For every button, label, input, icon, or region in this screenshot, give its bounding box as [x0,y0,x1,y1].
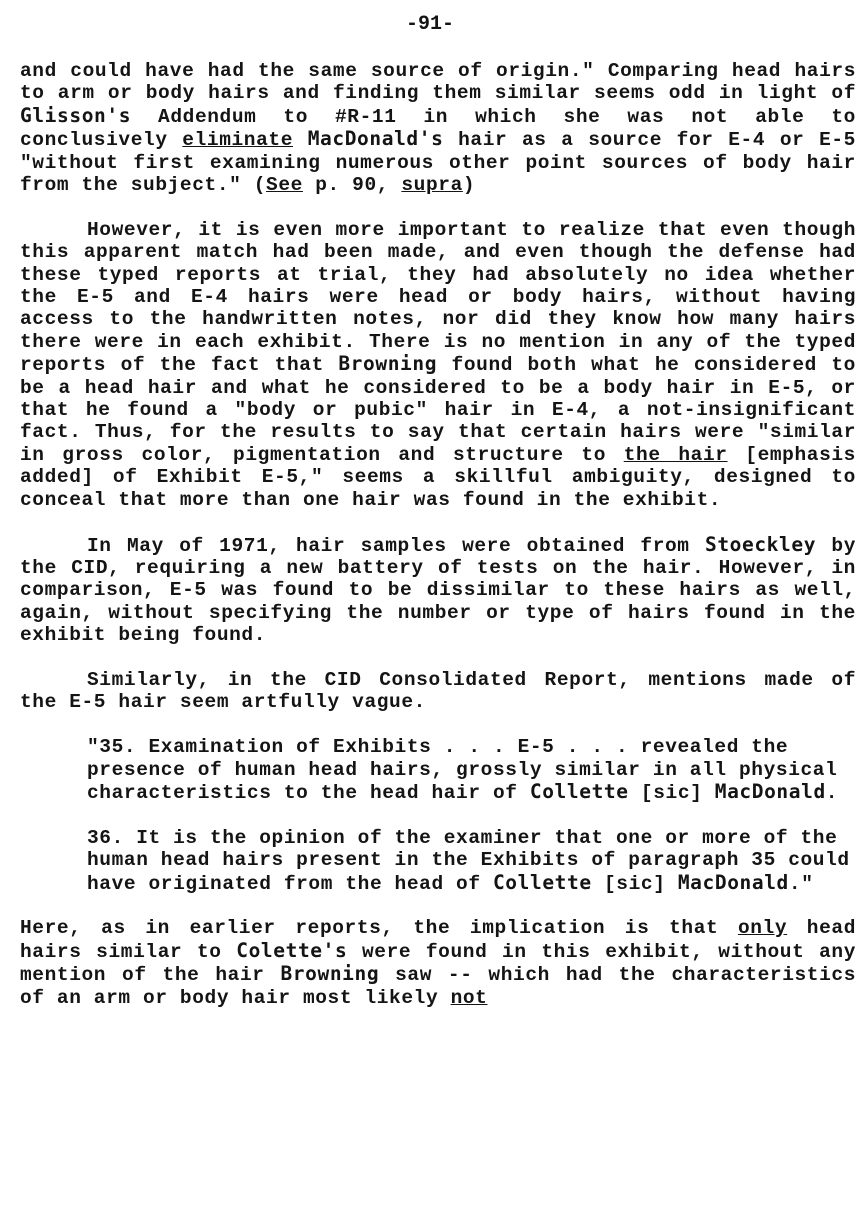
paragraph-cid-report [20,669,856,714]
text-run: Here, as in earlier reports, the implication is that [20,917,738,940]
quote-item-36 [87,827,856,895]
name-collette: Collette [529,779,629,803]
name-stoeckley: Stoeckley [704,532,817,556]
name-macdonald: MacDonald [714,779,826,803]
name-macdonald: MacDonald [677,870,789,894]
text-run: hair as a source for E-4 or E-5 "without first examining numerous other point sources of body hair from the subject." ( [20,129,856,197]
text-run: [sic] [591,872,678,895]
text-run: were found in this exhibit, without any mention of the hair [20,940,856,987]
text-run: found both what he considered to be a head hair and what he considered to be a body hair in E-5, or that he found a "body or pubic" hair in E-4, a not-insignificant fact. Thus, for the results to say that certain hairs were "similar in gross color, pigmentation and structure to [20,354,856,466]
text-run: Addendum to #R-11 in which she was not able to conclusively [20,105,856,152]
underlined-not: not [450,986,488,1009]
text-run: and could have had the same source of origin." Comparing head hairs to arm or body hairs and finding them similar seems odd in light of [20,60,856,105]
body-text [20,60,856,1031]
text-run: However, it is even more important to realize that even though this apparent match had been made, and even though the defense had these typed reports at trial, they had absolutely no idea whether the E-5 and E-4 hairs were head or body hairs, without having access to the handwritten notes, nor did they know how many hairs there were in each exhibit. There is no mention in any of the typed reports of the fact that [20,218,856,377]
paragraph-typed-reports [20,219,856,511]
underlined-see: See [266,174,303,197]
paragraph-implication [20,917,856,1009]
text-run: . [825,781,839,804]
text-run: [sic] [628,781,715,804]
text-run: "35. Examination of Exhibits . . . E-5 . . . revealed the presence of human head hairs, grossly similar in all physical characteristics to the head hair of [87,736,838,804]
name-colette: Colette's [236,938,348,962]
text-run: saw -- which had the characteristics of an arm or body hair most likely [20,964,857,1009]
text-run: 36. It is the opinion of the examiner that one or more of the human head hairs present in the Exhibits of paragraph 35 could have originated from the head of [87,826,850,895]
underlined-only: only [737,917,788,940]
underlined-the-hair: the hair [623,443,728,466]
text-run: p. 90, [302,174,402,197]
page-number: -91- [405,13,454,36]
text-run: [emphasis added] of Exhibit E-5," seems a skillful ambiguity, designed to conceal that more than one hair was found in the exhibit. [20,443,856,511]
paragraph-continuation [20,60,856,196]
quote-item-35 [87,736,856,804]
underlined-eliminate: eliminate [182,129,294,152]
text-run [293,129,308,151]
name-collette: Collette [492,870,592,894]
name-browning: Browning [280,962,380,986]
text-run: by the CID, requiring a new battery of tests on the hair. However, in comparison, E-5 was found to be dissimilar to these hairs as well, again, without specifying the number or type of hairs found in the exhibit being found. [20,534,857,647]
paragraph-may-1971 [20,534,856,647]
text-run: head hairs similar to [20,917,856,963]
text-run: Similarly, in the CID Consolidated Report, mentions made of the E-5 hair seem artfully vague. [20,668,856,714]
name-glisson: Glisson's [20,103,132,127]
name-macdonald: MacDonald's [307,127,444,151]
text-run: ." [788,872,814,895]
block-quote [20,736,856,895]
text-run: In May of 1971, hair samples were obtained from [87,534,705,557]
text-run: ) [462,174,476,197]
underlined-supra: supra [401,174,463,197]
name-browning: Browning [338,352,438,376]
